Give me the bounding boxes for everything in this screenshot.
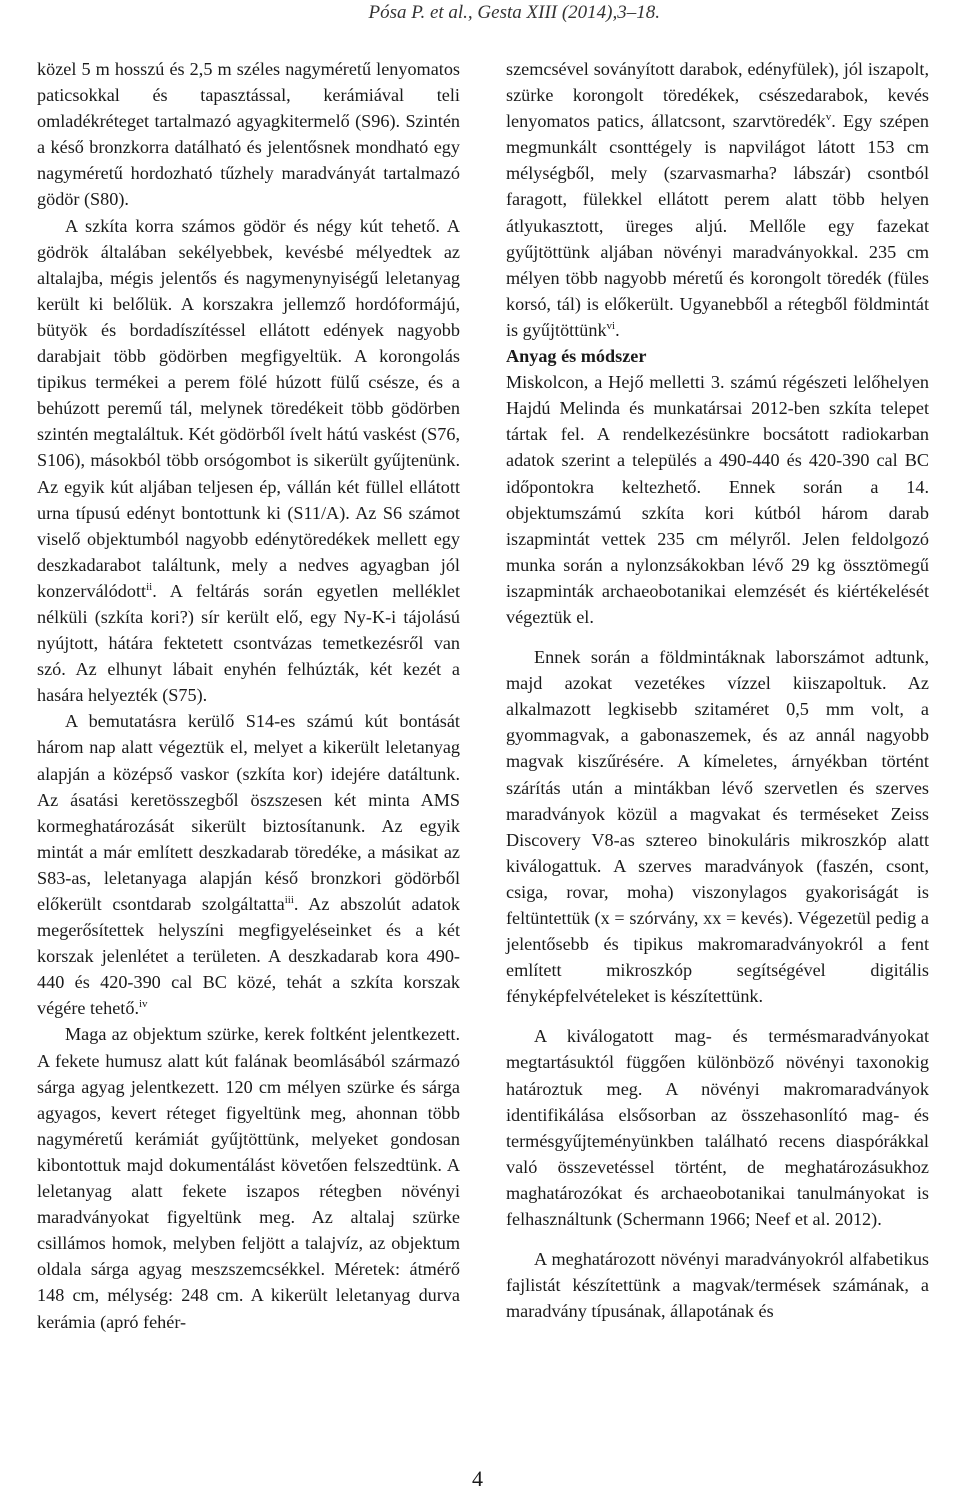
paragraph	[506, 1246, 929, 1324]
right-column	[506, 56, 929, 1324]
paragraph-text: közel 5 m hosszú és 2,5 m széles nagyméretű lenyomatos paticsokkal és tapasztással, kerámiával teli omladékréteget tartalmazó agyagkitermelő (S96). Szintén a késő bronzkorra datálható és jelentősnek mondható egy nagyméretű hordozható tűzhely maradványát tartalmazó gödör (S80).	[37, 59, 460, 210]
paragraph	[506, 1023, 929, 1232]
paragraph-gap	[506, 1009, 929, 1023]
paragraph-text: Ennek során a földmintáknak laborszámot adtunk, majd azokat vezetékes vízzel kiiszapoltuk. Az alkalmazott legkisebb szitaméret 0,5 mm volt, a gyommagvak, a gabonaszemek, és az annál nagyobb magvak kiszűrésére. A kímeletes, árnyékban történt szárítás után a mintákban lévő szervetlen és szerves maradványok közül a magvakat és terméseket Zeiss Discovery V8-as sztereo binokuláris mikroszkóp alatt kiválogattuk. A szerves maradványok (faszén, csont, csiga, rovar, moha) viszonylagos gyakoriságát is feltüntettük (x = szórvány, xx = kevés). Végezetül pedig a jelentősebb és tipikus makromaradványokról a fent említett mikroszkóp segítségével digitális fényképfelvételeket is készítettünk.	[506, 647, 929, 1007]
paragraph-gap	[506, 630, 929, 644]
paragraph-text: . Az abszolút adatok megerősítettek helyszíni megfigyeléseinket és a két korszak jelenlétet a területen. A deszkadarab kora 490-440 és 420-390 cal BC közé, tehát a szkíta korszak végére tehető.	[37, 894, 461, 1019]
paragraph	[506, 56, 929, 343]
section-heading: Anyag és módszer	[506, 346, 647, 367]
footnote-ref[interactable]: iv	[139, 998, 148, 1011]
page-number: 4	[472, 1466, 483, 1491]
footnote-ref[interactable]: v	[825, 111, 832, 124]
running-head: Pósa P. et al., Gesta XIII (2014),3–18.	[368, 2, 660, 23]
footnote-ref[interactable]: ii	[146, 580, 153, 593]
paragraph-text: A meghatározott növényi maradványokról alfabetikus fajlistát készítettünk a magvak/termések számának, a maradvány típusának, állapotának és	[506, 1249, 929, 1322]
paragraph-text: A kiválogatott mag- és termésmaradványokat megtartásuktól függően különböző növényi taxonokig határoztuk meg. A növényi makromaradványok identifikálása elsősorban az összehasonlító mag- és termésgyűjteményünkben található recens diaspórákkal való összevetéssel történt, de meghatározásukhoz maghatározókat és archaeobotanikai tanulmányokat is felhasználtunk (Schermann 1966; Neef et al. 2012).	[506, 1026, 929, 1230]
paragraph-text: A bemutatásra kerülő S14-es számú kút bontását három nap alatt végeztük el, melyet a kikerült leletanyag alapján a középső vaskor (szkíta kor) idejére datáltunk. Az ásatási keretösszegből öszszesen két minta AMS kormeghatározását sikerült biztosítanunk. Az egyik mintát a már említett deszkadarab töredéke, a másikat az S83-as, leletanyaga alapján késő bronzkori gödörből előkerült csontdarab szolgáltatta	[37, 711, 460, 914]
paragraph	[37, 56, 460, 213]
paragraph-text: Miskolcon, a Hejő melletti 3. számú régészeti lelőhelyen Hajdú Melinda és munkatársai 2012-ben szkíta telepet tártak fel. A rendelkezésünkre bocsátott radiokarban adatok szerint a település a 490-440 és 420-390 cal BC időpontokra keltezhető. Ennek során a 14. objektumszámú szkíta kori kútból három darab iszapmintát vettek 235 cm mélyről. Jelen feldolgozó munka során a nylonzsákokban lévő 29 kg össztömegű iszapminták archaeobotanikai elemzését és kiértékelését végeztük el.	[506, 372, 929, 627]
footnote-ref[interactable]: vi	[606, 319, 616, 332]
paragraph-text: .	[615, 319, 620, 340]
paragraph	[37, 213, 460, 709]
left-column	[37, 56, 460, 1335]
paragraph-gap	[506, 1232, 929, 1246]
paragraph-text: Maga az objektum szürke, kerek foltként jelentkezett. A fekete humusz alatt kút falának beomlásából származó sárga agyag jelentkezett. 120 cm mélyen szürke és sárga agyagos, kevert réteget figyeltünk meg, ahonnan több nagyméretű kerámiát gyűjtöttünk, melyeket gondosan kibontottuk majd dokumentálást követően felszedtünk. A leletanyag alatt fekete iszapos rétegben növényi maradványokat figyeltünk meg. Az altalaj szürke csillámos homok, melyben feljött a talajvíz, az objektum oldala sárga agyag meszszemcsékkel. Méretek: átmérő 148 cm, mélység: 248 cm. A kikerült leletanyag durva kerámia (apró fehér-	[37, 1024, 460, 1332]
footnote-ref[interactable]: iii	[284, 893, 294, 906]
paragraph-text: . A feltárás során egyetlen melléklet nélküli (szkíta kori?) sír került elő, egy Ny-K-i tájolású nyújtott, hátára fektetett csontvázas temetkezésről van szó. Az elhunyt lábait enyhén felhúzták, két kezét a hasára helyezték (S75).	[37, 580, 460, 706]
paragraph-text: szemcsével soványított darabok, edényfülek), jól iszapolt, szürke korongolt töredékek, csészedarabok, kevés lenyomatos patics, állatcsont, szarvtöredék	[506, 59, 929, 132]
paragraph	[506, 644, 929, 1009]
paragraph-text: A szkíta korra számos gödör és négy kút tehető. A gödrök általában sekélyebbek, kevésbé mélyedtek az altalajba, mégis jelentős és nagymenynyiségű leletanyag került ki belőlük. A korszakra jellemző hordóformájú, bütyök és bordadíszítéssel ellátott edények nagyobb darabjait több gödörben megfigyeltük. A korongolás tipikus termékei a perem fölé húzott fülű csésze, és a behúzott peremű tál, melynek töredékeit több gödörben szintén megtaláltuk. Két gödörből ívelt hátú vaskést (S76, S106), másokból több orsógombot is sikerült gyűjtenünk. Az egyik kút aljában teljesen ép, vállán két füllel ellátott urna típusú edényt bontottunk ki (S11/A). Az S6 számot viselő objektumból nagyobb edénytöredékek mellett egy deszkadarabot találtunk, mely a nedves agyagban jól konzerválódott	[37, 215, 460, 601]
paragraph	[506, 369, 929, 630]
paragraph	[37, 1021, 460, 1334]
paragraph-text: . Egy szépen megmunkált csonttégely is napvilágot látott 153 cm mélységből, mely (szarvasmarha? lábszár) csontból faragott, fülekkel ellátott perem alatt több helyen átlyukasztott, üreges aljú. Mellőle egy fazekat gyűjtöttünk aljában növényi maradványokkal. 235 cm mélyen több nagyobb méretű és korongolt töredék (füles korsó, tál) is előkerült. Ugyanebből a rétegből földmintát is gyűjtöttünk	[506, 111, 929, 340]
paragraph	[37, 708, 460, 1021]
